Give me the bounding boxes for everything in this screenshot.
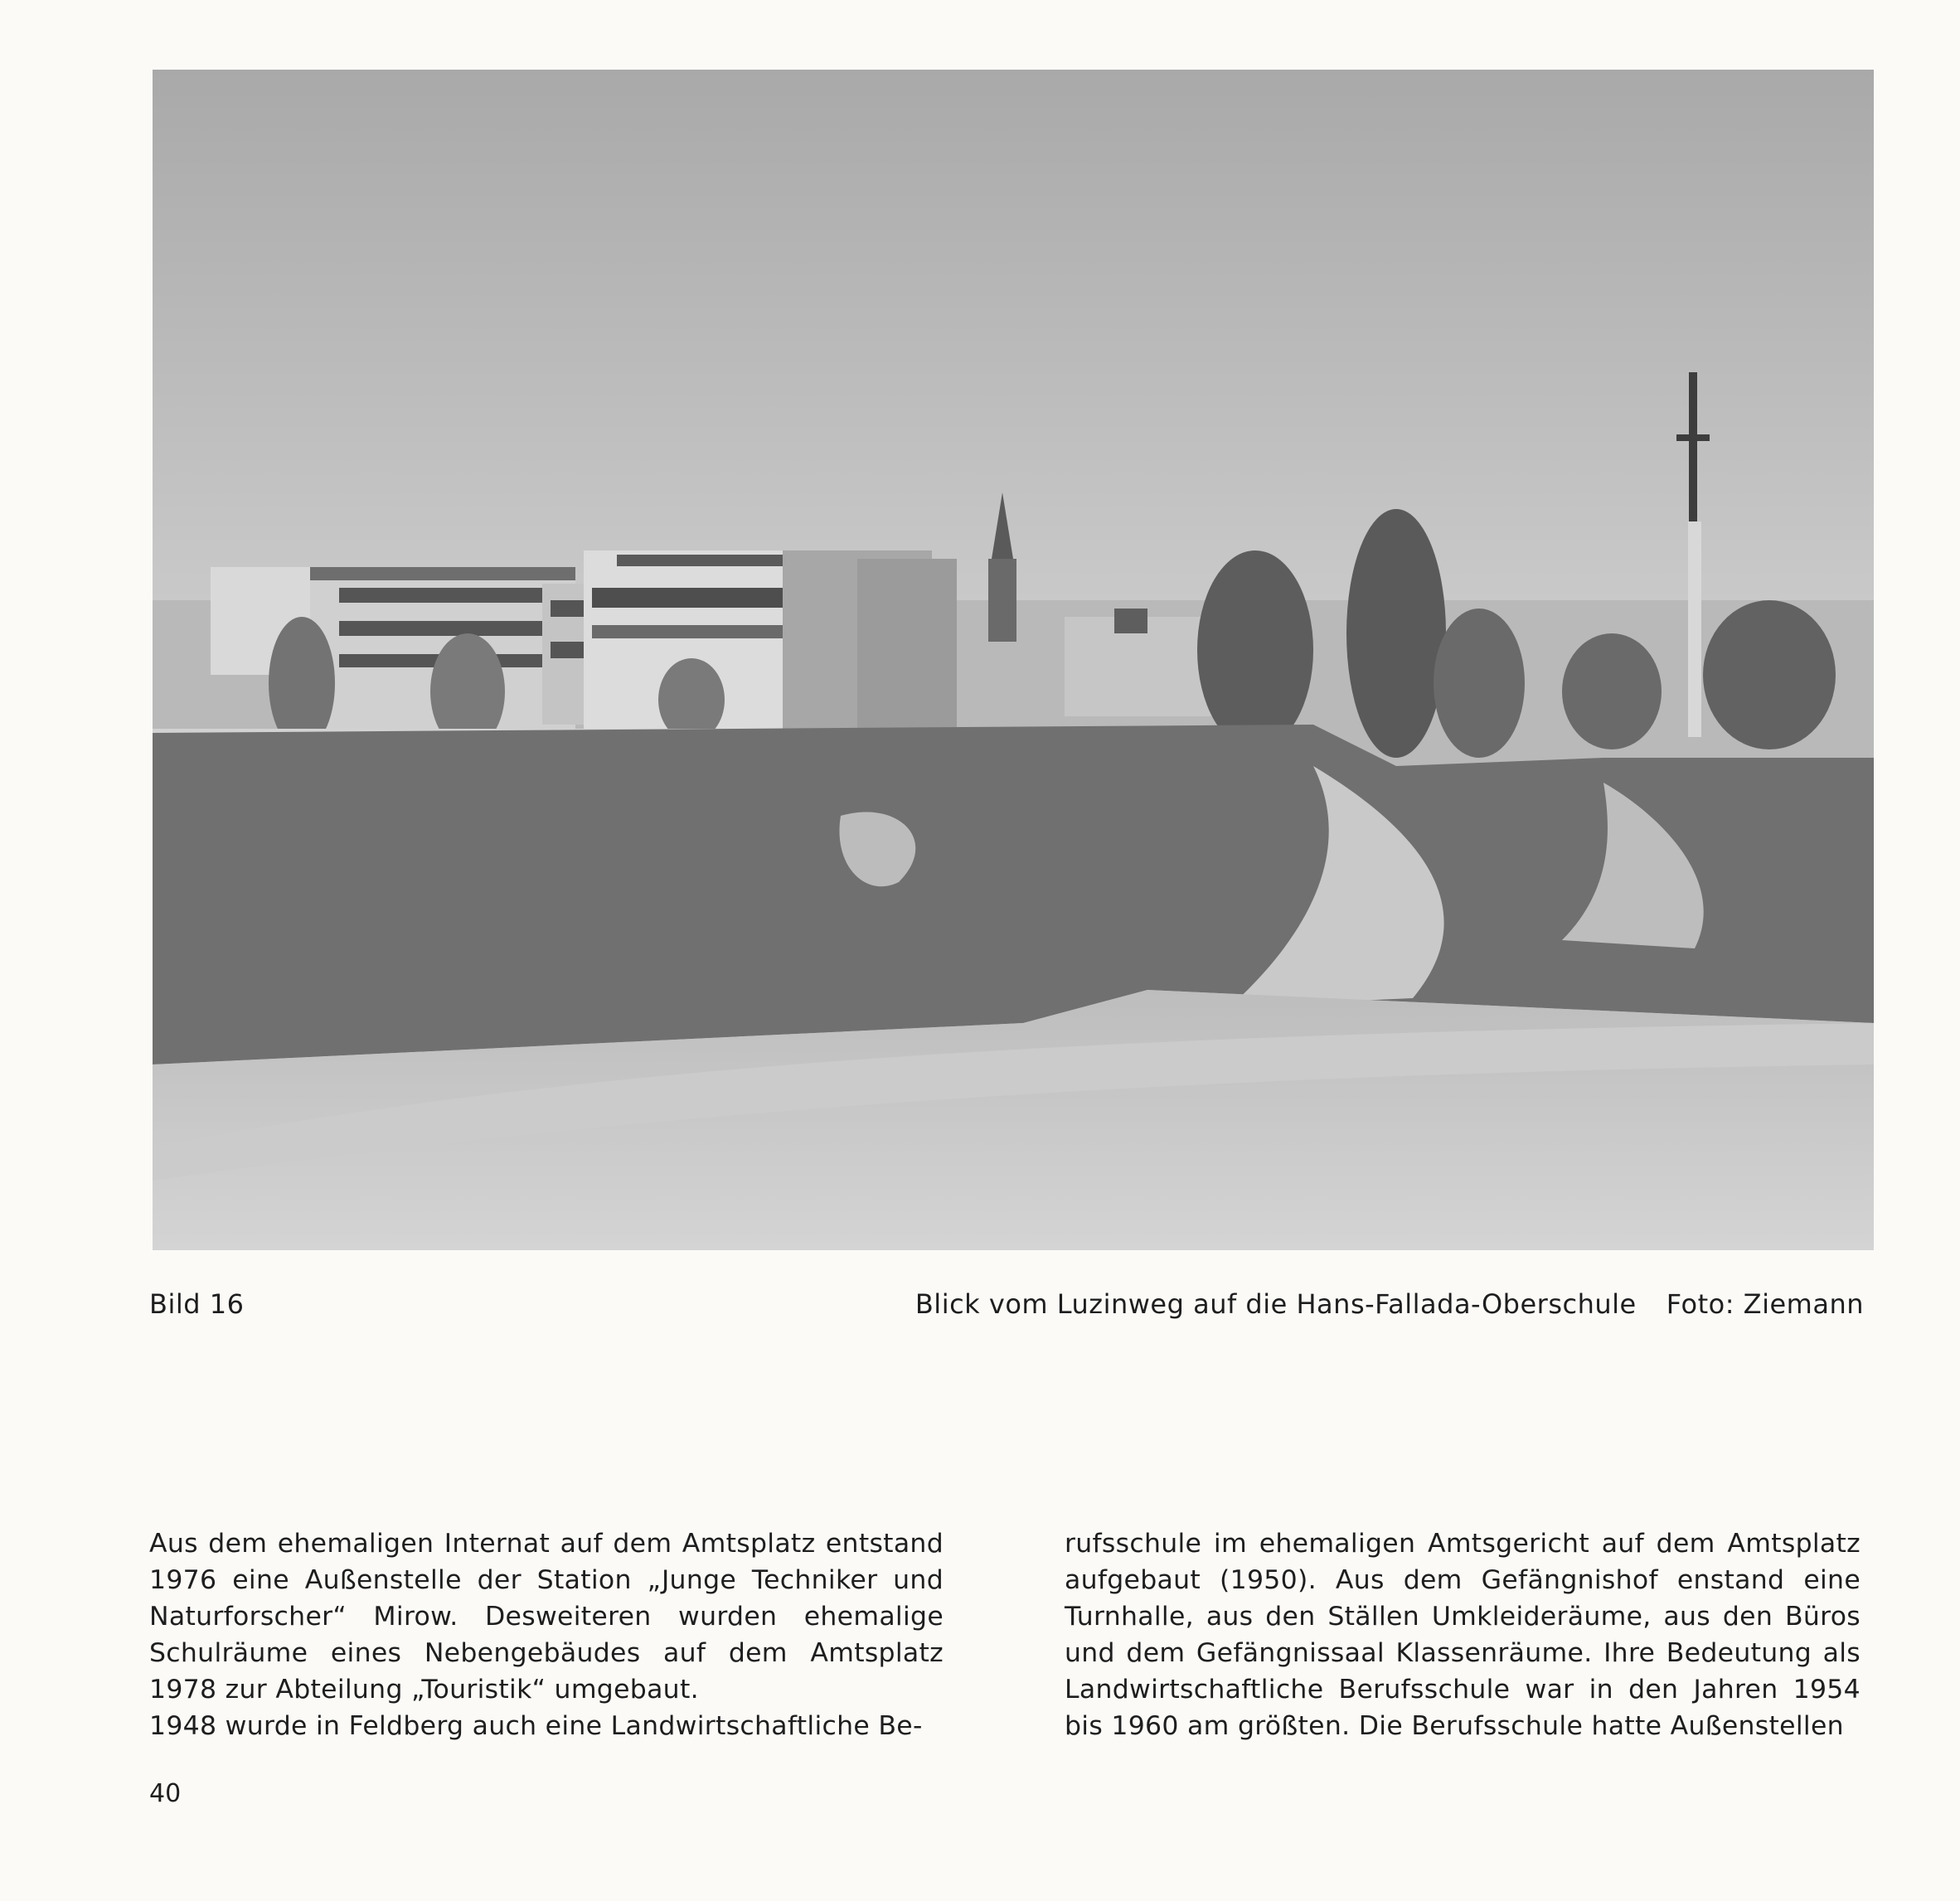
photo-credit: Foto: Ziemann (1666, 1288, 1864, 1320)
body-text-right-column (1065, 1525, 1861, 1744)
paragraph: rufsschule im ehemaligen Amtsgericht auf dem Amtsplatz aufgebaut (1950). Aus dem Gefängnishof enstand eine Turnhalle, aus den Ställen Umkleideräume, aus den Büros und dem Gefängnissaal Klassenräume. Ihre Bedeutung als Landwirtschaftliche Berufsschule war in den Jahren 1954 bis 1960 am größten. Die Berufsschule hatte Außenstellen (1065, 1529, 1861, 1741)
figure-label: Bild 16 (149, 1288, 245, 1320)
paragraph: 1948 wurde in Feldberg auch eine Landwirtschaftliche Be- (149, 1711, 923, 1741)
caption-description: Blick vom Luzinweg auf die Hans-Fallada-Oberschule (915, 1288, 1637, 1320)
body-text-left-column (149, 1525, 944, 1744)
school-photo-image (153, 70, 1874, 1250)
paragraph: Aus dem ehemaligen Internat auf dem Amtsplatz entstand 1976 eine Außenstelle der Station „Junge Techniker und Naturforscher“ Mirow. Desweiteren wurden ehemalige Schulräume eines Nebengebäudes auf dem Amtsplatz 1978 zur Abteilung „Touristik“ umgebaut. (149, 1529, 944, 1705)
figure-caption (915, 1288, 1864, 1320)
page-number: 40 (149, 1779, 182, 1808)
photograph (153, 70, 1874, 1250)
